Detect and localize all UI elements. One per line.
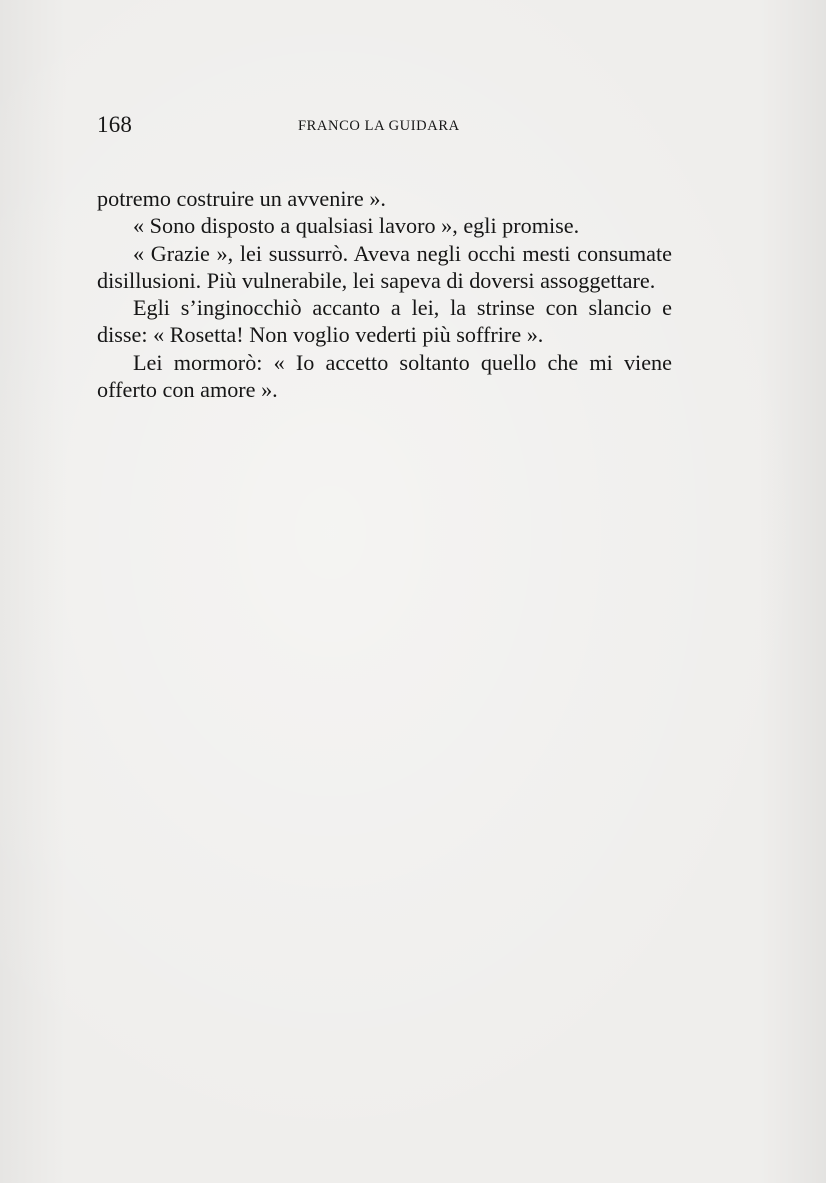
paragraph: Egli s’inginocchiò accanto a lei, la strinse con slancio e disse: « Rosetta! Non voglio vederti più soffrire ».	[97, 295, 672, 348]
body-text	[97, 185, 672, 403]
paragraph: Lei mormorò: « Io accetto soltanto quello che mi viene offerto con amore ».	[97, 349, 672, 403]
running-head	[97, 112, 677, 142]
paragraph: « Sono disposto a qualsiasi lavoro », egli promise.	[133, 213, 580, 239]
running-title: FRANCO LA GUIDARA	[298, 118, 460, 134]
paragraph: potremo costruire un avvenire ».	[97, 186, 386, 211]
page-number: 168	[97, 112, 133, 137]
paragraph: « Grazie », lei sussurrò. Aveva negli occhi mesti consumate disillusioni. Più vulnerabile, lei sapeva di doversi assoggettare.	[97, 240, 672, 293]
